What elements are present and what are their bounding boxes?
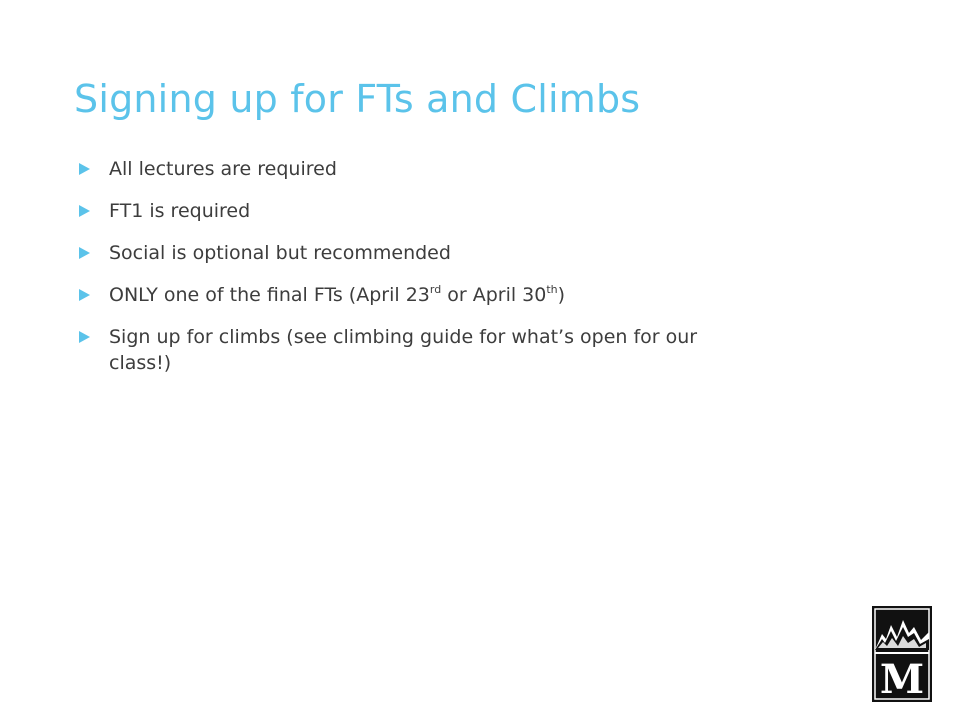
right-triangle-bullet-icon <box>79 247 90 259</box>
bullet-item-ft1 <box>76 198 756 224</box>
bullet-text-part: ONLY one of the final FTs (April 23 <box>109 284 430 306</box>
bullet-text: All lectures are required <box>109 158 337 180</box>
bullet-text: Sign up for climbs (see climbing guide for what’s open for our class!) <box>109 326 698 374</box>
ordinal-suffix: rd <box>429 282 442 296</box>
bullet-text: Social is optional but recommended <box>109 242 451 264</box>
bullet-item-social <box>76 240 756 266</box>
bullet-text-part: or April 30 <box>441 284 547 306</box>
mountaineers-m-logo-icon <box>872 606 932 702</box>
right-triangle-bullet-icon <box>79 163 90 175</box>
right-triangle-bullet-icon <box>79 289 90 301</box>
bullet-item-climbs <box>76 324 756 376</box>
bullet-list <box>76 156 756 392</box>
bullet-text: FT1 is required <box>109 200 251 222</box>
logo-letter: M <box>879 656 925 702</box>
slide-title: Signing up for FTs and Climbs <box>74 77 641 121</box>
bullet-item-final-fts <box>76 282 756 308</box>
bullet-text <box>109 284 565 306</box>
bullet-text-part: ) <box>557 284 566 306</box>
ordinal-suffix: th <box>546 282 558 296</box>
bullet-item-lectures <box>76 156 756 182</box>
right-triangle-bullet-icon <box>79 331 90 343</box>
right-triangle-bullet-icon <box>79 205 90 217</box>
